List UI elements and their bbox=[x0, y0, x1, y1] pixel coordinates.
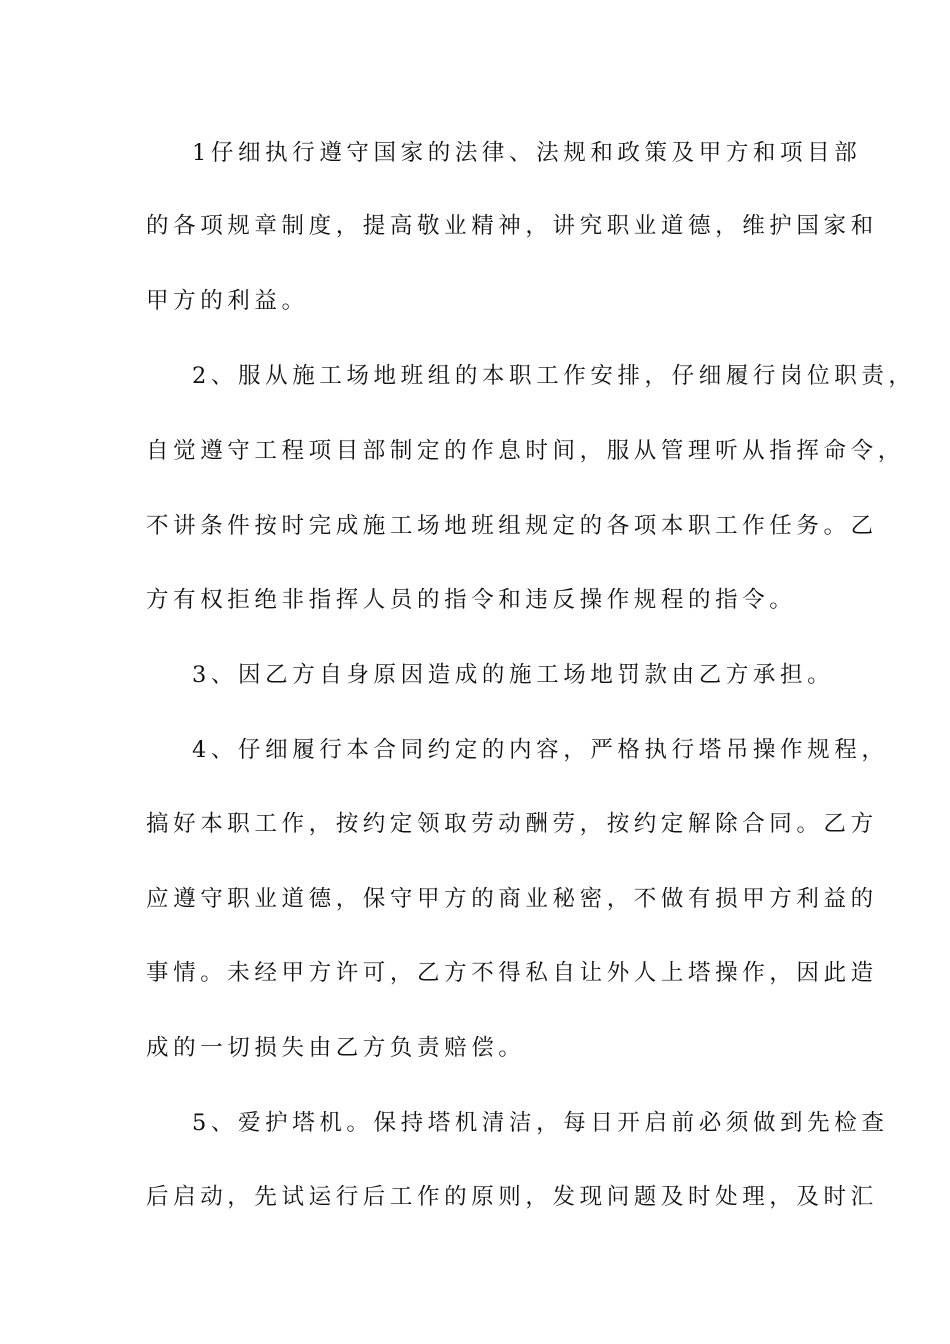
paragraph-5-line-1: 5、爱护塔机。保持塔机清洁，每日开启前必须做到先检查 bbox=[192, 1110, 889, 1136]
paragraph-4-line-3: 应遵守职业道德，保守甲方的商业秘密，不做有损甲方利益的 bbox=[146, 886, 878, 912]
paragraph-1-line-1: 1仔细执行遵守国家的法律、法规和政策及甲方和项目部 bbox=[192, 140, 862, 166]
paragraph-2-line-4: 方有权拒绝非指挥人员的指令和违反操作规程的指令。 bbox=[146, 587, 797, 613]
paragraph-1-line-3: 甲方的利益。 bbox=[146, 288, 309, 314]
paragraph-1-line-2: 的各项规章制度，提高敬业精神，讲究职业道德，维护国家和 bbox=[146, 213, 878, 239]
paragraph-4-line-5: 成的一切损失由乙方负责赔偿。 bbox=[146, 1035, 526, 1061]
paragraph-2-line-1: 2、服从施工场地班组的本职工作安排，仔细履行岗位职责， bbox=[192, 363, 916, 389]
paragraph-5-line-2: 后启动，先试运行后工作的原则，发现问题及时处理，及时汇 bbox=[146, 1184, 878, 1210]
paragraph-2-line-2: 自觉遵守工程项目部制定的作息时间，服从管理听从指挥命令， bbox=[146, 438, 905, 464]
paragraph-4-line-4: 事情。未经甲方许可，乙方不得私自让外人上塔操作，因此造 bbox=[146, 960, 878, 986]
paragraph-4-line-1: 4、仔细履行本合同约定的内容，严格执行塔吊操作规程， bbox=[192, 737, 889, 763]
paragraph-4-line-2: 搞好本职工作，按约定领取劳动酬劳，按约定解除合同。乙方 bbox=[146, 811, 878, 837]
paragraph-3-line-1: 3、因乙方自身原因造成的施工场地罚款由乙方承担。 bbox=[192, 662, 835, 688]
paragraph-2-line-3: 不讲条件按时完成施工场地班组规定的各项本职工作任务。乙 bbox=[146, 513, 878, 539]
